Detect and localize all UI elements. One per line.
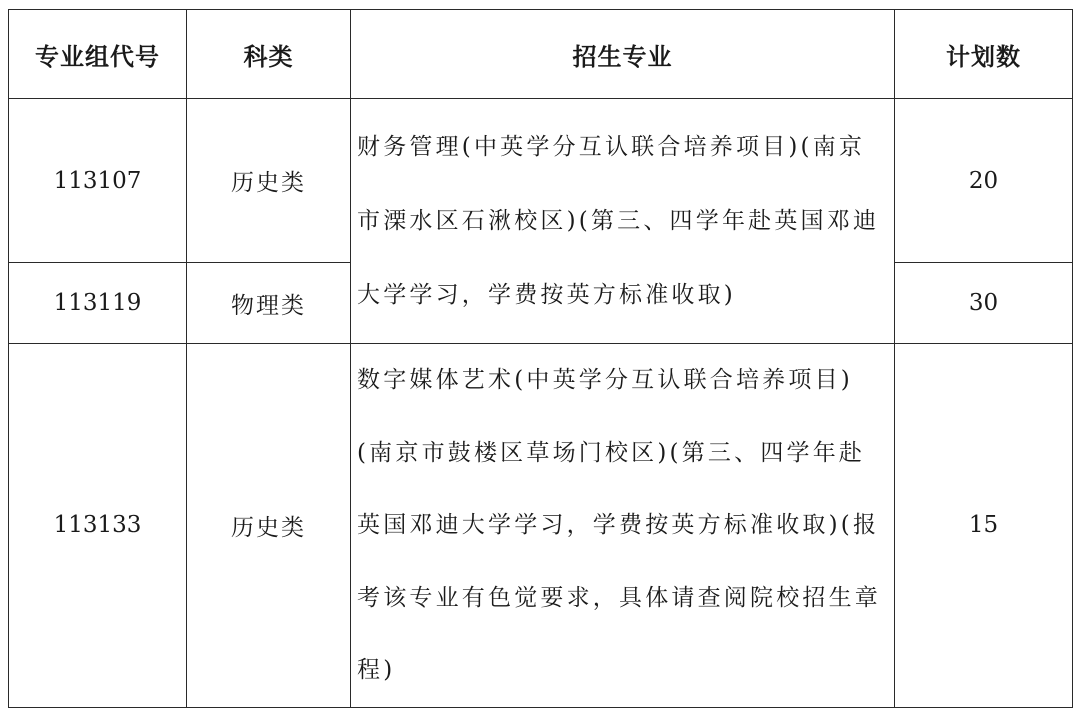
admission-plan-table: [8, 9, 1073, 708]
group-code-cell: 113107: [9, 99, 187, 263]
group-code-cell: 113119: [9, 263, 187, 344]
group-code-cell: 113133: [9, 344, 187, 708]
table-row: [9, 344, 1073, 708]
table-row: [9, 99, 1073, 263]
major-cell: 数字媒体艺术(中英学分互认联合培养项目)(南京市鼓楼区草场门校区)(第三、四学年赴英国邓迪大学学习，学费按英方标准收取)(报考该专业有色觉要求，具体请查阅院校招生章程): [351, 344, 895, 708]
header-plan-count: 计划数: [895, 10, 1073, 99]
header-category: 科类: [187, 10, 351, 99]
plan-count-cell: 30: [895, 263, 1073, 344]
category-cell: 历史类: [187, 99, 351, 263]
major-cell: 财务管理(中英学分互认联合培养项目)(南京市溧水区石湫校区)(第三、四学年赴英国邓迪大学学习，学费按英方标准收取): [351, 99, 895, 344]
category-cell: 历史类: [187, 344, 351, 708]
plan-count-cell: 20: [895, 99, 1073, 263]
category-cell: 物理类: [187, 263, 351, 344]
plan-count-cell: 15: [895, 344, 1073, 708]
header-major: 招生专业: [351, 10, 895, 99]
header-group-code: 专业组代号: [9, 10, 187, 99]
table-header-row: [9, 10, 1073, 99]
